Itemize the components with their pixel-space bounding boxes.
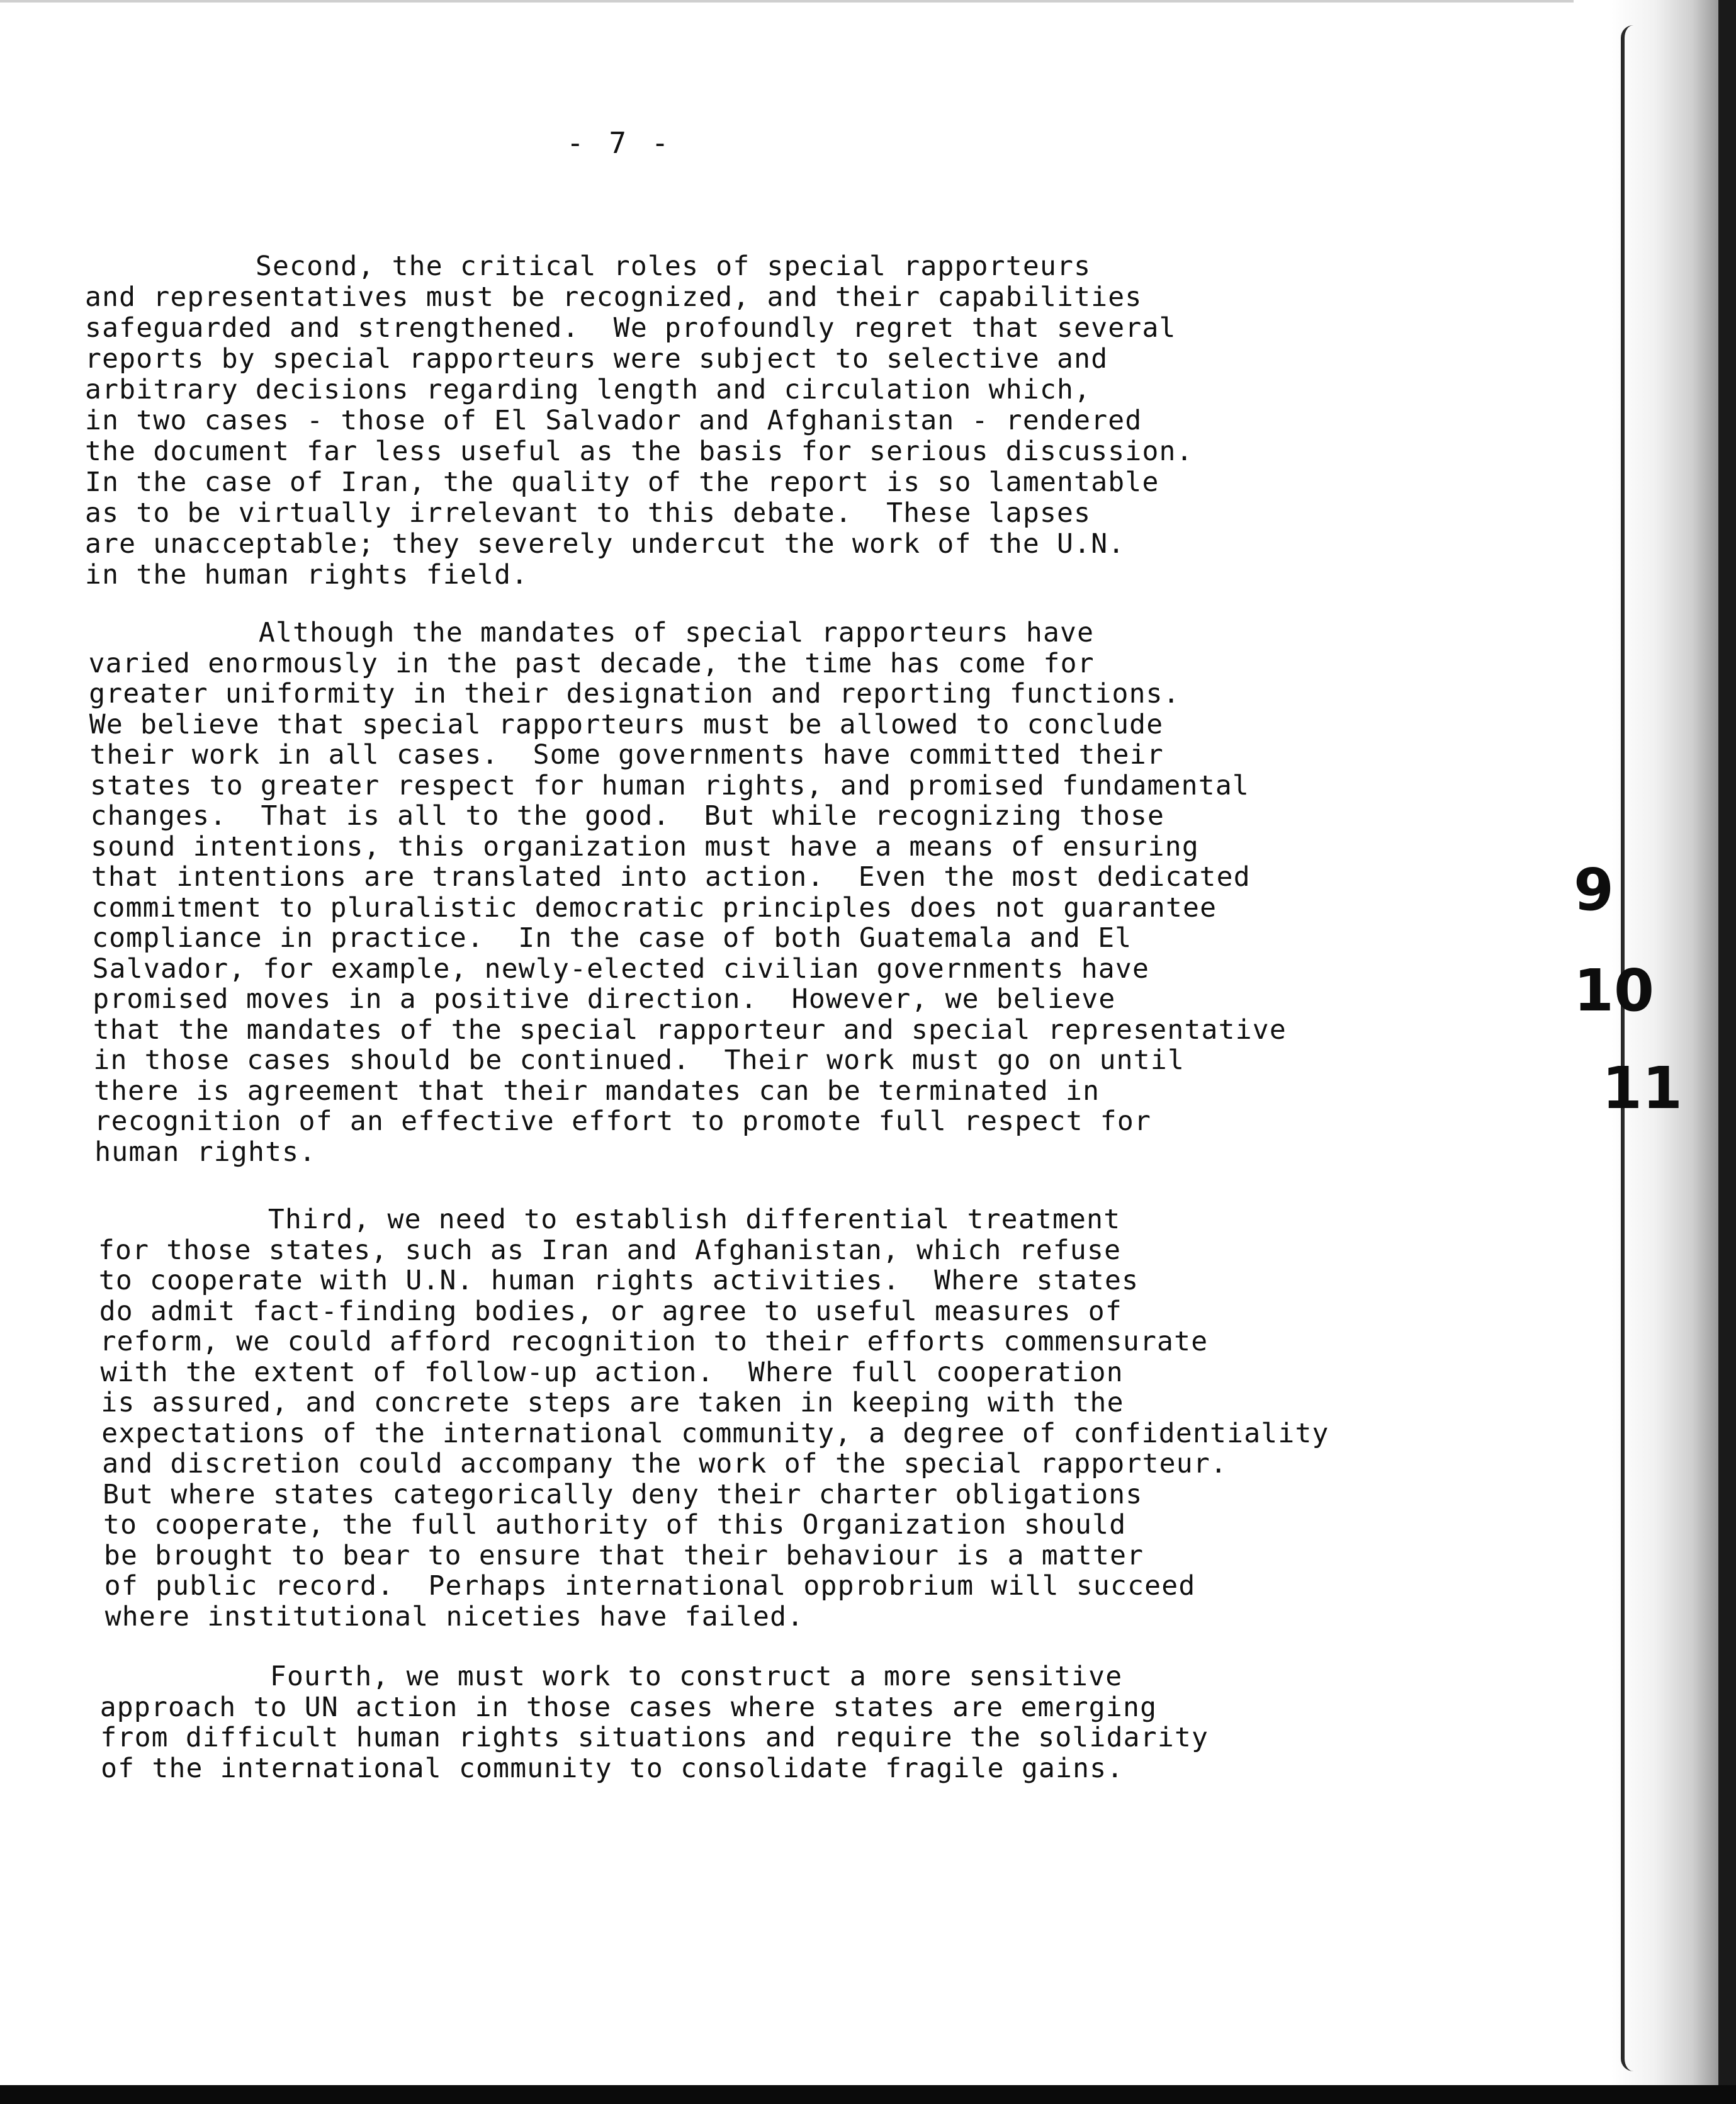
text-line: approach to UN action in those cases where states are emerging [99,1691,1158,1723]
margin-number-11: 11 [1602,1055,1683,1122]
margin-number-9: 9 [1574,856,1615,924]
text-line: for those states, such as Iran and Afghanistan, which refuse [98,1234,1122,1266]
text-line: with the extent of follow-up action. Where full cooperation [100,1356,1124,1388]
text-line: is assured, and concrete steps are taken in keeping with the [101,1387,1124,1418]
text-line: greater uniformity in their designation and reporting functions. [89,678,1180,710]
text-line: sound intentions, this organization must have a means of ensuring [91,830,1199,863]
text-line: in those cases should be continued. Their work must go on until [93,1044,1185,1076]
text-line: to cooperate with U.N. human rights activities. Where states [98,1265,1139,1296]
text-line: to cooperate, the full authority of this Organization should [103,1509,1127,1541]
top-scan-edge [0,0,1574,3]
text-line: are unacceptable; they severely undercut the work of the U.N. [85,528,1125,560]
text-line: of public record. Perhaps international opprobrium will succeed [104,1570,1196,1602]
text-line: changes. That is all to the good. But while recognizing those [90,800,1165,832]
text-line: states to greater respect for human rights, and promised fundamental [90,769,1249,801]
text-line: safeguarded and strengthened. We profoundly regret that several [85,312,1176,344]
text-line: commitment to pluralistic democratic principles does not guarantee [91,891,1217,924]
text-line: reports by special rapporteurs were subject to selective and [85,343,1108,375]
text-line: reform, we could afford recognition to their efforts commensurate [99,1326,1209,1357]
text-line: In the case of Iran, the quality of the report is so lamentable [85,467,1159,498]
page-edge-dark [1718,0,1736,2104]
text-line: be brought to bear to ensure that their behaviour is a matter [103,1539,1144,1571]
text-line: promised moves in a positive direction. However, we believe [93,983,1116,1015]
bottom-scan-edge [0,2085,1736,2104]
text-line: that intentions are translated into action. Even the most dedicated [91,861,1251,893]
text-line: where institutional niceties have failed. [104,1600,804,1632]
margin-number-10: 10 [1574,957,1655,1024]
text-line: varied enormously in the past decade, the time has come for [88,647,1095,679]
text-line: their work in all cases. Some governments have committed their [89,739,1164,771]
text-line: human rights. [94,1136,317,1168]
binding-edge [1621,25,1675,2071]
text-line: recognition of an effective effort to promote full respect for [94,1106,1152,1137]
text-line: of the international community to consolidate fragile gains. [101,1752,1124,1784]
text-line: Although the mandates of special rapporteurs have [88,617,1095,648]
text-line: But where states categorically deny their charter obligations [103,1478,1143,1510]
text-line: do admit fact-finding bodies, or agree to useful measures of [99,1295,1122,1327]
text-line: Fourth, we must work to construct a more sensitive [99,1661,1123,1692]
text-line: We believe that special rapporteurs must be allowed to conclude [89,708,1164,740]
text-line: and representatives must be recognized, and their capabilities [85,281,1142,313]
text-line: in two cases - those of El Salvador and Afghanistan - rendered [85,405,1142,436]
text-line: the document far less useful as the basis for serious discussion. [85,436,1193,467]
text-line: as to be virtually irrelevant to this debate. These lapses [85,497,1091,529]
text-line: expectations of the international community, a degree of confidentiality [101,1417,1329,1449]
text-line: there is agreement that their mandates can be terminated in [94,1075,1100,1107]
text-line: compliance in practice. In the case of both Guatemala and El [92,922,1132,954]
text-line: Third, we need to establish differential treatment [98,1204,1121,1235]
text-line: Second, the critical roles of special rapporteurs [85,251,1091,282]
text-line: Salvador, for example, newly-elected civilian governments have [92,953,1150,985]
text-line: and discretion could accompany the work of the special rapporteur. [102,1448,1228,1479]
text-line: that the mandates of the special rapporteur and special representative [93,1014,1287,1046]
text-line: from difficult human rights situations and require the solidarity [100,1722,1209,1753]
text-line: arbitrary decisions regarding length and circulation which, [85,374,1091,405]
text-line: in the human rights field. [85,559,529,591]
page-number: - 7 - [566,126,673,160]
